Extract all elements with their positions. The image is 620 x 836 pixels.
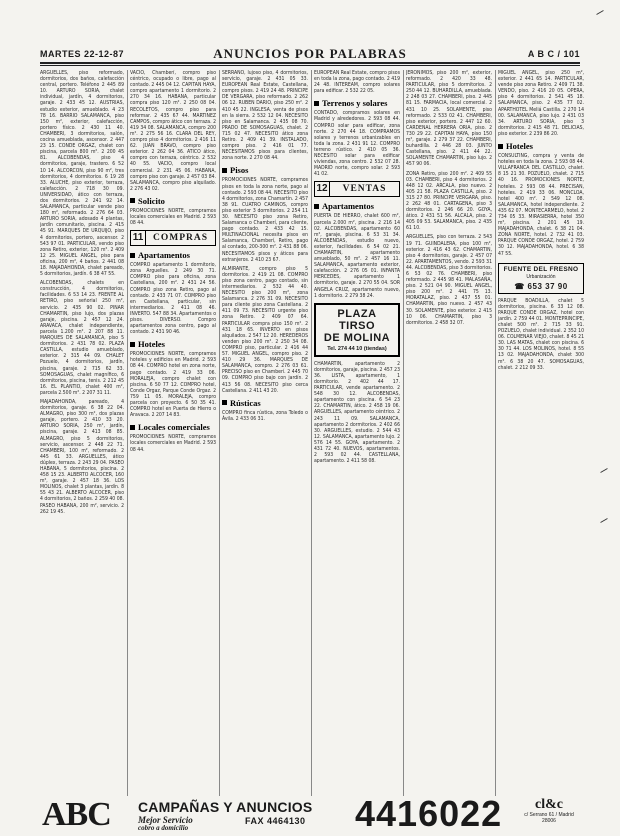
ad-title: FUENTE DEL FRESNO <box>503 265 579 273</box>
issue-date: MARTES 22-12-87 <box>40 49 125 59</box>
bullet-square-icon <box>130 253 135 258</box>
heading-label: Hoteles <box>138 339 165 350</box>
heading-label: Rústicas <box>230 397 261 408</box>
bullet-square-icon <box>130 342 135 347</box>
section-label: COMPRAS <box>152 233 209 244</box>
column-4 <box>314 70 400 796</box>
heading-solicito <box>130 196 216 206</box>
heading-hoteles-venta <box>498 141 584 151</box>
column-6 <box>498 70 584 796</box>
heading-rusticas <box>222 398 308 408</box>
campaign-title: CAMPAÑAS Y ANUNCIOS <box>138 799 313 815</box>
column-text: ARGUELLES, piso reformado, dormitorios, dos baños, calefacción central, portero. Teléfono 2 445 89 10. ARTURO SORIA, chalet individual, jardín, 4 dormitorios, garaje. 2 433 45 12. AUSTRIAS, estudio exterior, amueblado. 4 23 78 16. BARRIO SALAMANCA, piso 150 m², exterior, calefacción, portero físico. 2 430 11 40. CHAMBERI, 3 dormitorios, salón, cocina amueblada, ascensor. 2 447 23 15. CONDE ORGAZ, chalet con piscina, parcela 800 m². 2 200 45 81. ALCOBENDAS, piso 4 dormitorios, garaje, trastero. 6 52 10 14. ALCORCON, piso 90 m², tres dormitorios, 4 dormitorios. 6 19 28 33. ALUCHE, piso exterior, terraza, calefacción. 2 718 30 09. UNIVERSIDAD, ático con terraza, dos dormitorios. 2 241 92 14. SALAMANCA, particular vende piso 180 m², reformado. 2 276 64 03. ARTURO SORIA, adosado 4 plantas, jardín comunitario, piscina. 2 415 45 91. MARQUES DE URQUIJO, piso 4 dormitorios, portero, ascensor. 2 543 97 01. PARTICULAR, vendo piso zona Retiro, exterior, 120 m². 2 409 12 25. MIGUEL ANGEL, piso para oficina, 200 m², 4 baños. 2 441 08 18. MAJADAHONDA, chalet pareado, 5 dormitorios, jardín. 6 38 47 55. <box>40 70 124 278</box>
column-text: CONTADO, compramos solares en Madrid y alrededores. 2 593 08 44. COMPRO solar para edificar, zona norte. 2 270 44 18. COMPRAMOS solares y terrenos urbanizables en toda la zona. 2 431 91 12. COMPRO terreno rústico. 2 410 05 36. NECESITO solar para edificar viviendas, zona centro. 2 532 07 28. MADRID norte, compro solar. 2 593 41 02. <box>314 110 400 178</box>
column-text: CHAMARTIN, apartamento 2 dormitorios, garaje, piscina. 2 457 23 36. LISTA, apartamento, 1 dormitorio. 2 402 44 17. PARTICULAR, vende apartamento. 2 548 30 12. ALCOBENDAS, apartamento con piscina. 6 54 23 22. CHAMARTIN, ático. 2 458 19 06. ARGUELLES, apartamento céntrico. 2 243 11 09. SALAMANCA, apartamento 2 dormitorios. 2 402 66 30. ARGUELLES, estudio. 2 544 43 12. SALAMANCA, apartamento lujo. 2 576 14 55. GOYA, apartamento. 2 431 72 40. NUEVOS, apartamentos. 2 593 02 44. CASTELLANA, apartamento. 2 411 58 08. <box>314 360 400 465</box>
column-2 <box>130 70 216 796</box>
column-1 <box>40 70 124 796</box>
heading-label: Hoteles <box>506 141 533 152</box>
bullet-square-icon <box>498 144 503 149</box>
header-rule-thin <box>40 65 580 66</box>
column-text: PROMOCIONES NORTE, compramos locales comerciales en Madrid. 2 593 08 44. <box>130 434 216 453</box>
column-text: ARGUELLES, piso con terraza. 2 543 19 71. GUINDALERA, piso 100 m², exterior. 2 416 43 62. CHAMARTIN, piso 4 dormitorios, garaje. 2 457 07 22. APARTAMENTOS, vendo. 2 593 31 44. ALCOBENDAS, piso 3 dormitorios. 6 53 02 76. CHAMBERI, piso reformado. 2 445 98 41. MALASAÑA, piso. 2 521 04 90. MIGUEL ANGEL, piso 200 m². 2 441 75 13. MORATALAZ, piso. 2 437 55 01. CHAMARTIN, piso nuevo. 2 457 43 30. SOLAMENTE, piso exterior. 2 415 10 06. CHAMARTIN, piso 3 dormitorios. 2 458 32 07. <box>406 234 492 326</box>
heading-pisos <box>222 165 308 175</box>
column-text: COMPRO apartamento 1 dormitorio, zona Arguelles. 2 249 30 71. COMPRO piso para oficina, zona Castellana, 200 m². 2 431 24 56. COMPRO piso zona Retiro, pago al contado. 2 433 71 07. COMPRO piso en Castellana, particular, sin intermediarios. 2 411 08 46. INVERTO. 547 88 34. Apartamentos o pisos. DIVERSO. Compro apartamentos zona centro, pago al contado. 2 431 90 46. <box>130 262 216 336</box>
column-text: MAJADAHONDA, pareado, 4 dormitorios, garaje. 6 38 22 04. ALMAGRO, piso 300 m², dos plazas garaje, portero. 2 410 33 20. ARTURO SORIA, 250 m², jardín, piscina, garaje. 2 413 08 85. ALMAGRO, piso 5 dormitorios, servicio, ascensor. 2 448 22 71. CHAMBERI, 100 m², reformado. 2 445 61 33. ARGUELLES, ático dúplex, terraza. 2 243 29 04. PASEO HABANA, 5 dormitorios, piscina. 2 458 15 23. ALBERTO ALCOCER, 160 m², garaje. 2 457 18 36. LOS MOLINOS, chalet 3 plantas, jardín. 8 55 43 21. ALBERTO ALCOCER, piso 4 dormitorios, 2 baños. 2 259 40 08. PASEO HABANA, 200 m², servicio. 2 262 19 45. <box>40 398 124 515</box>
agency-logo-mark: cl&c <box>535 797 563 812</box>
plaza-tirso-ad <box>314 303 400 357</box>
heading-apartamentos-venta <box>314 201 400 211</box>
scan-mark <box>600 468 607 473</box>
bullet-square-icon <box>314 101 319 106</box>
heading-compras <box>130 230 216 246</box>
bullet-square-icon <box>130 198 135 203</box>
abc-logo: ABC <box>42 796 111 833</box>
agency-address: c/ Serrano 61 / Madrid 28006 <box>524 812 574 824</box>
column-divider <box>219 70 220 796</box>
bullet-square-icon <box>222 168 227 173</box>
column-text: SERRANO, lujoso piso, 4 dormitorios, servicio, garaje. 2 431 05 33. EUROPEAN Real Estate, Castellana, compro pisos. 2 419 24 48. PRINCIPE DE VERGARA, piso reformado. 2 262 06 12. RUBEN DARIO, piso 250 m². 2 410 45 22. INGLESA, venta de pisos en la sierra. 2 532 12 04. NECESITO piso en Salamanca. 2 435 08 70. PRADO DE SOMOSAGUAS, chalet. 2 715 02 47. NECESITO ático zona Retiro. 2 409 41 39. INSTALADO, compro piso. 2 416 01 77. NECESITAMOS pisos para clientes, zona norte. 2 270 08 44. <box>222 70 308 162</box>
section-number: 11 <box>131 231 146 245</box>
bullet-square-icon <box>314 204 319 209</box>
scan-mark <box>600 518 607 523</box>
heading-label: Pisos <box>230 165 249 176</box>
footer-banner <box>40 793 584 834</box>
column-text: ZONA Retiro, piso 200 m². 2 409 55 03. CHAMBERI, piso 4 dormitorios. 2 448 12 02. ARCALA, piso nuevo. 2 405 21 58. PLAZA CASTILLA, piso. 2 315 27 80. PRINCIPE VERGARA, piso. 2 262 48 01. CARTAGENA, piso 3 dormitorios. 2 246 66 20. GOYA, ático. 2 431 51 56. ALCALA, piso. 2 405 09 53. SALAMANCA, piso. 2 435 61 10. <box>406 170 492 232</box>
column-5 <box>406 70 492 796</box>
fax-number: FAX 4464130 <box>245 816 306 826</box>
section-title: ANUNCIOS POR PALABRAS <box>213 46 407 61</box>
column-divider <box>311 70 312 796</box>
heading-label: Apartamentos <box>138 250 190 261</box>
ad-phone: ☎ 653 37 90 <box>514 281 568 291</box>
fuente-fresno-ad <box>498 263 584 294</box>
phone-number: 4416022 <box>355 793 503 834</box>
ad-title-line-2: DE MOLINA <box>323 331 391 344</box>
ad-text: PROMOCIONES NORTE, compramos locales comerciales en Madrid. 2 593 08 44. <box>130 207 216 227</box>
bullet-square-icon <box>130 425 135 430</box>
heading-hoteles <box>130 339 216 349</box>
heading-apartamentos <box>130 250 216 260</box>
section-number: 12 <box>315 182 330 196</box>
heading-label: Terrenos y solares <box>322 98 388 109</box>
column-divider <box>495 70 496 796</box>
column-text: ALCOBENDAS, chalets en construcción, 4 dormitorios, facilidades. 6 53 14 23. FRENTE AL RETIRO, piso señorial 250 m², servicio. 2 435 90 02. PINAR CHAMARTIN, piso lujo, dos plazas garaje, piscina. 2 457 12 24. ARAVACA, chalet independiente, parcela 1.200 m². 2 207 88 11. MARQUES DE SALAMANCA, piso 5 dormitorios. 2 431 78 02. PLAZA CASTILLA, estudio amueblado, exterior. 2 315 44 09. CHALET Pozuelo, 4 dormitorios, jardín, piscina, garaje. 2 715 62 33. SOMOSAGUAS, chalet magnífico, 6 dormitorios, piscina, tenis. 2 212 45 16. EL PLANTIO, chalet 400 m², parcela 2.500 m². 2 207 31 11. <box>40 280 124 396</box>
ad-title-line-1: PLAZA TIRSO <box>337 307 377 332</box>
heading-terrenos <box>314 98 400 108</box>
heading-label: Solicito <box>138 195 165 206</box>
heading-label: Locales comerciales <box>138 422 210 433</box>
column-divider <box>403 70 404 796</box>
column-text: JERONIMOS, piso 200 m², exterior, reformado. 2 420 33 48. PARTICULAR, piso 5 dormitorios. 2 250 44 12. BUHARDILLA, amueblada. 2 248 03 27. CHAMBERI, piso. 2 445 81 15. FARMACIA, local comercial. 2 431 10 25. SOLAMENTE, piso reformado. 2 533 02 41. CHAMBERI, piso exterior, portero. 2 447 12 60. CARDENAL HERRERA ORIA, piso. 2 730 29 22. CAPITAN HAYA, piso 150 m², garaje. 2 279 37 22. CHAMBERI, buhardilla. 2 446 28 03. JUNTO Castellana, piso. 2 411 44 22. SOLAMENTE CHAMARTIN, piso lujo. 2 457 90 06. <box>406 70 492 168</box>
column-text: PARQUE BOADILLA, chalet 5 dormitorios, piscina. 6 33 12 08. PARQUE CONDE ORGAZ, hotel con jardín. 2 759 44 01. MONTEPRINCIPE, chalet 500 m². 2 715 33 91. POZUELO, chalet individual. 2 352 10 06. COLMENAR VIEJO, chalet. 8 45 21 30. LAS MATAS, chalet con piscina. 6 30 71 44. LOS MOLINOS, hotel. 8 55 13 02. MAJADAHONDA, chalet 300 m². 6 38 20 47. SOMOSAGUAS, chalet. 2 212 09 33. <box>498 297 584 371</box>
ad-subtitle: Urbanización <box>526 273 556 280</box>
column-text: COMPRO finca rústica, zona Toledo o Ávila. 2 433 06 31. <box>222 409 308 422</box>
classified-columns <box>40 70 584 796</box>
column-divider <box>127 70 128 796</box>
scan-mark <box>596 10 603 15</box>
column-text <box>130 208 216 226</box>
column-text: CONSULTING, compra y venta de hoteles en toda la zona. 2 593 08 44. VILLAFRANCA DEL CASTILLO, chalet. 8 15 21 30. POZUELO, chalet. 2 715 40 16. PROMOCIONES NORTE, hoteles. 2 593 08 44. PRECISAN, hoteles. 2 419 33 06. MONCLOA, hotel 400 m². 2 549 12 08. SALAMANCA, hotel independiente. 2 435 62 07. MONTECARMELO, hotel. 2 734 05 33. MIRASIERRA, hotel 350 m², piscina. 2 201 45 19. MAJADAHONDA, chalet. 6 38 21 04. ZONA NORTE, hotel. 2 732 41 03. PARQUE CONDE ORGAZ, hotel. 2 759 30 12. MAJADAHONDA, hotel. 6 38 47 55. <box>498 153 584 257</box>
column-text: PUERTA DE HIERRO, chalet 600 m², parcela 2.000 m², piscina. 2 216 14 02. ALCOBENDAS, apartamento 60 m², garaje, piscina. 6 53 31 34. ALCOBENDAS, estudio nuevo, exterior, facilidades. 6 54 02 21. CHAMARTIN, apartamento amueblado, 50 m². 2 457 16 11. SALAMANCA, apartamento exterior, calefacción. 2 276 05 01. INFANTA MERCEDES, apartamento 1 dormitorio, garaje. 2 270 55 04. SOR ANGELA CRUZ, apartamento nuevo, 1 dormitorio. 2 279 38 24. <box>314 213 400 299</box>
column-text: VACIO, Chamberí, compro piso céntrico, ocupado o libre, pago al contado. 2 445 04 12. CAPITAN HAYA, compro apartamento 1 dormitorio. 2 270 34 16. HABANA, particular compra piso 120 m². 2 250 08 04. RECOLETOS, compro piso para reformar. 2 435 67 44. MARTINEZ CAMPOS, compro ático con terraza. 2 419 34 08. SALAMANCA, compro 200 m². 2 275 56 16. CLARA DEL REY, compro piso 4 dormitorios. 2 416 11 62. JUAN BRAVO, compro piso exterior. 2 262 04 36. ATICO ático, compro con terraza, céntrico. 2 532 40 55. VACIO, compro local comercial. 2 231 45 06. HABANA, compro piso con garaje. 2 457 03 84. SALAMANCA, compro piso alquilado. 2 276 43 02. <box>130 70 216 192</box>
column-text: EUROPEAN Real Estate, compro pisos en toda la zona, pago contado. 2 419 24 48. INTEREAM, compro solares para edificar. 2 532 22 05. <box>314 70 400 95</box>
bullet-square-icon <box>222 400 227 405</box>
section-label: VENTAS <box>342 184 387 195</box>
heading-ventas <box>314 181 400 197</box>
heading-label: Apartamentos <box>322 201 374 212</box>
column-text: ALMIRANTE, compro piso 5 dormitorios. 2 419 21 08. COMPRO piso zona centro, pago contado, sin intermediarios. 2 532 44 40. NECESITO piso 200 m², zona Salamanca. 2 276 31 09. NECESITO para cliente piso zona Castellana. 2 411 09 73. NECESITO urgente piso zona Retiro. 2 409 07 64. PARTICULAR compra piso 150 m². 2 431 18 65. INVERTO en pisos alquilados. 2 547 12 20. HEREDEROS venden piso 200 m². 2 250 34 08. COMPRO piso, particular. 2 416 44 57. MIGUEL ANGEL, compro piso. 2 410 29 36. MARQUES DE SALAMANCA, compro. 2 276 03 61. PRECISO piso en Chamberí. 2 445 70 09. COMPRO piso bajo con jardín. 2 413 56 08. NECESITO piso cerca Castellana. 2 411 43 20. <box>222 265 308 394</box>
page-number: A B C / 101 <box>527 49 580 59</box>
ad-subtitle: Tel. 274 44 10 (tiendas) <box>327 345 387 352</box>
column-3 <box>222 70 308 796</box>
column-text: PROMOCIONES NORTE, compramos hoteles y edificios en Madrid. 2 593 08 44. COMPRO hotel en zona norte, pago contado. 2 419 33 06. MORALEJA, compro chalet con piscina. 6 50 77 12. COMPRO hotel, Conde Orgaz, Parque Conde Orgaz. 2 759 11 05. MORALEJA, compro parcela con proyecto. 6 50 35 41. COMPRO hotel en Puerta de Hierro o Aravaca. 2 207 14 83. <box>130 351 216 419</box>
column-text: MIGUEL ANGEL, piso 250 m², exterior. 2 441 65 14. PARTICULAR, vende piso zona Retiro. 2 409 71 38. VENDO, piso. 2 416 20 05. OPERA, piso 4 dormitorios. 2 541 45 18. SALAMANCA, piso. 2 435 77 02. APARTHOTEL Meliá Castilla. 2 270 14 00. SALAMANCA, piso lujo. 2 431 03 34. ARTURO SORIA, piso 3 dormitorios. 2 415 48 71. DELICIAS, piso exterior. 2 239 86 20. <box>498 70 584 137</box>
page-header <box>40 46 580 62</box>
header-rule <box>40 62 580 64</box>
heading-locales <box>130 422 216 432</box>
service-tagline: Mejor Servicio <box>138 815 193 825</box>
column-text: PROMOCIONES NORTE, compramos pisos en toda la zona norte, pago al contado. 2 593 08 44. NECESITO piso 4 dormitorios, zona Chamartín. 2 457 38 91. CUATRO CAMINOS, compro piso exterior 3 dormitorios. 2 254 11 30. NECESITO piso zona Retiro, Salamanca o Chamberí, para cliente, pago contado. 2 433 42 15. MULTINACIONAL necesita pisos en Salamanca, Chamberí, Retiro, pago al contado, 200-300 m². 2 431 88 06. NECESITAMOS pisos y áticos para extranjeros. 2 410 23 67. <box>222 177 308 263</box>
agency-logo <box>518 798 580 824</box>
collection-note: cobro a domicilio <box>138 824 189 832</box>
